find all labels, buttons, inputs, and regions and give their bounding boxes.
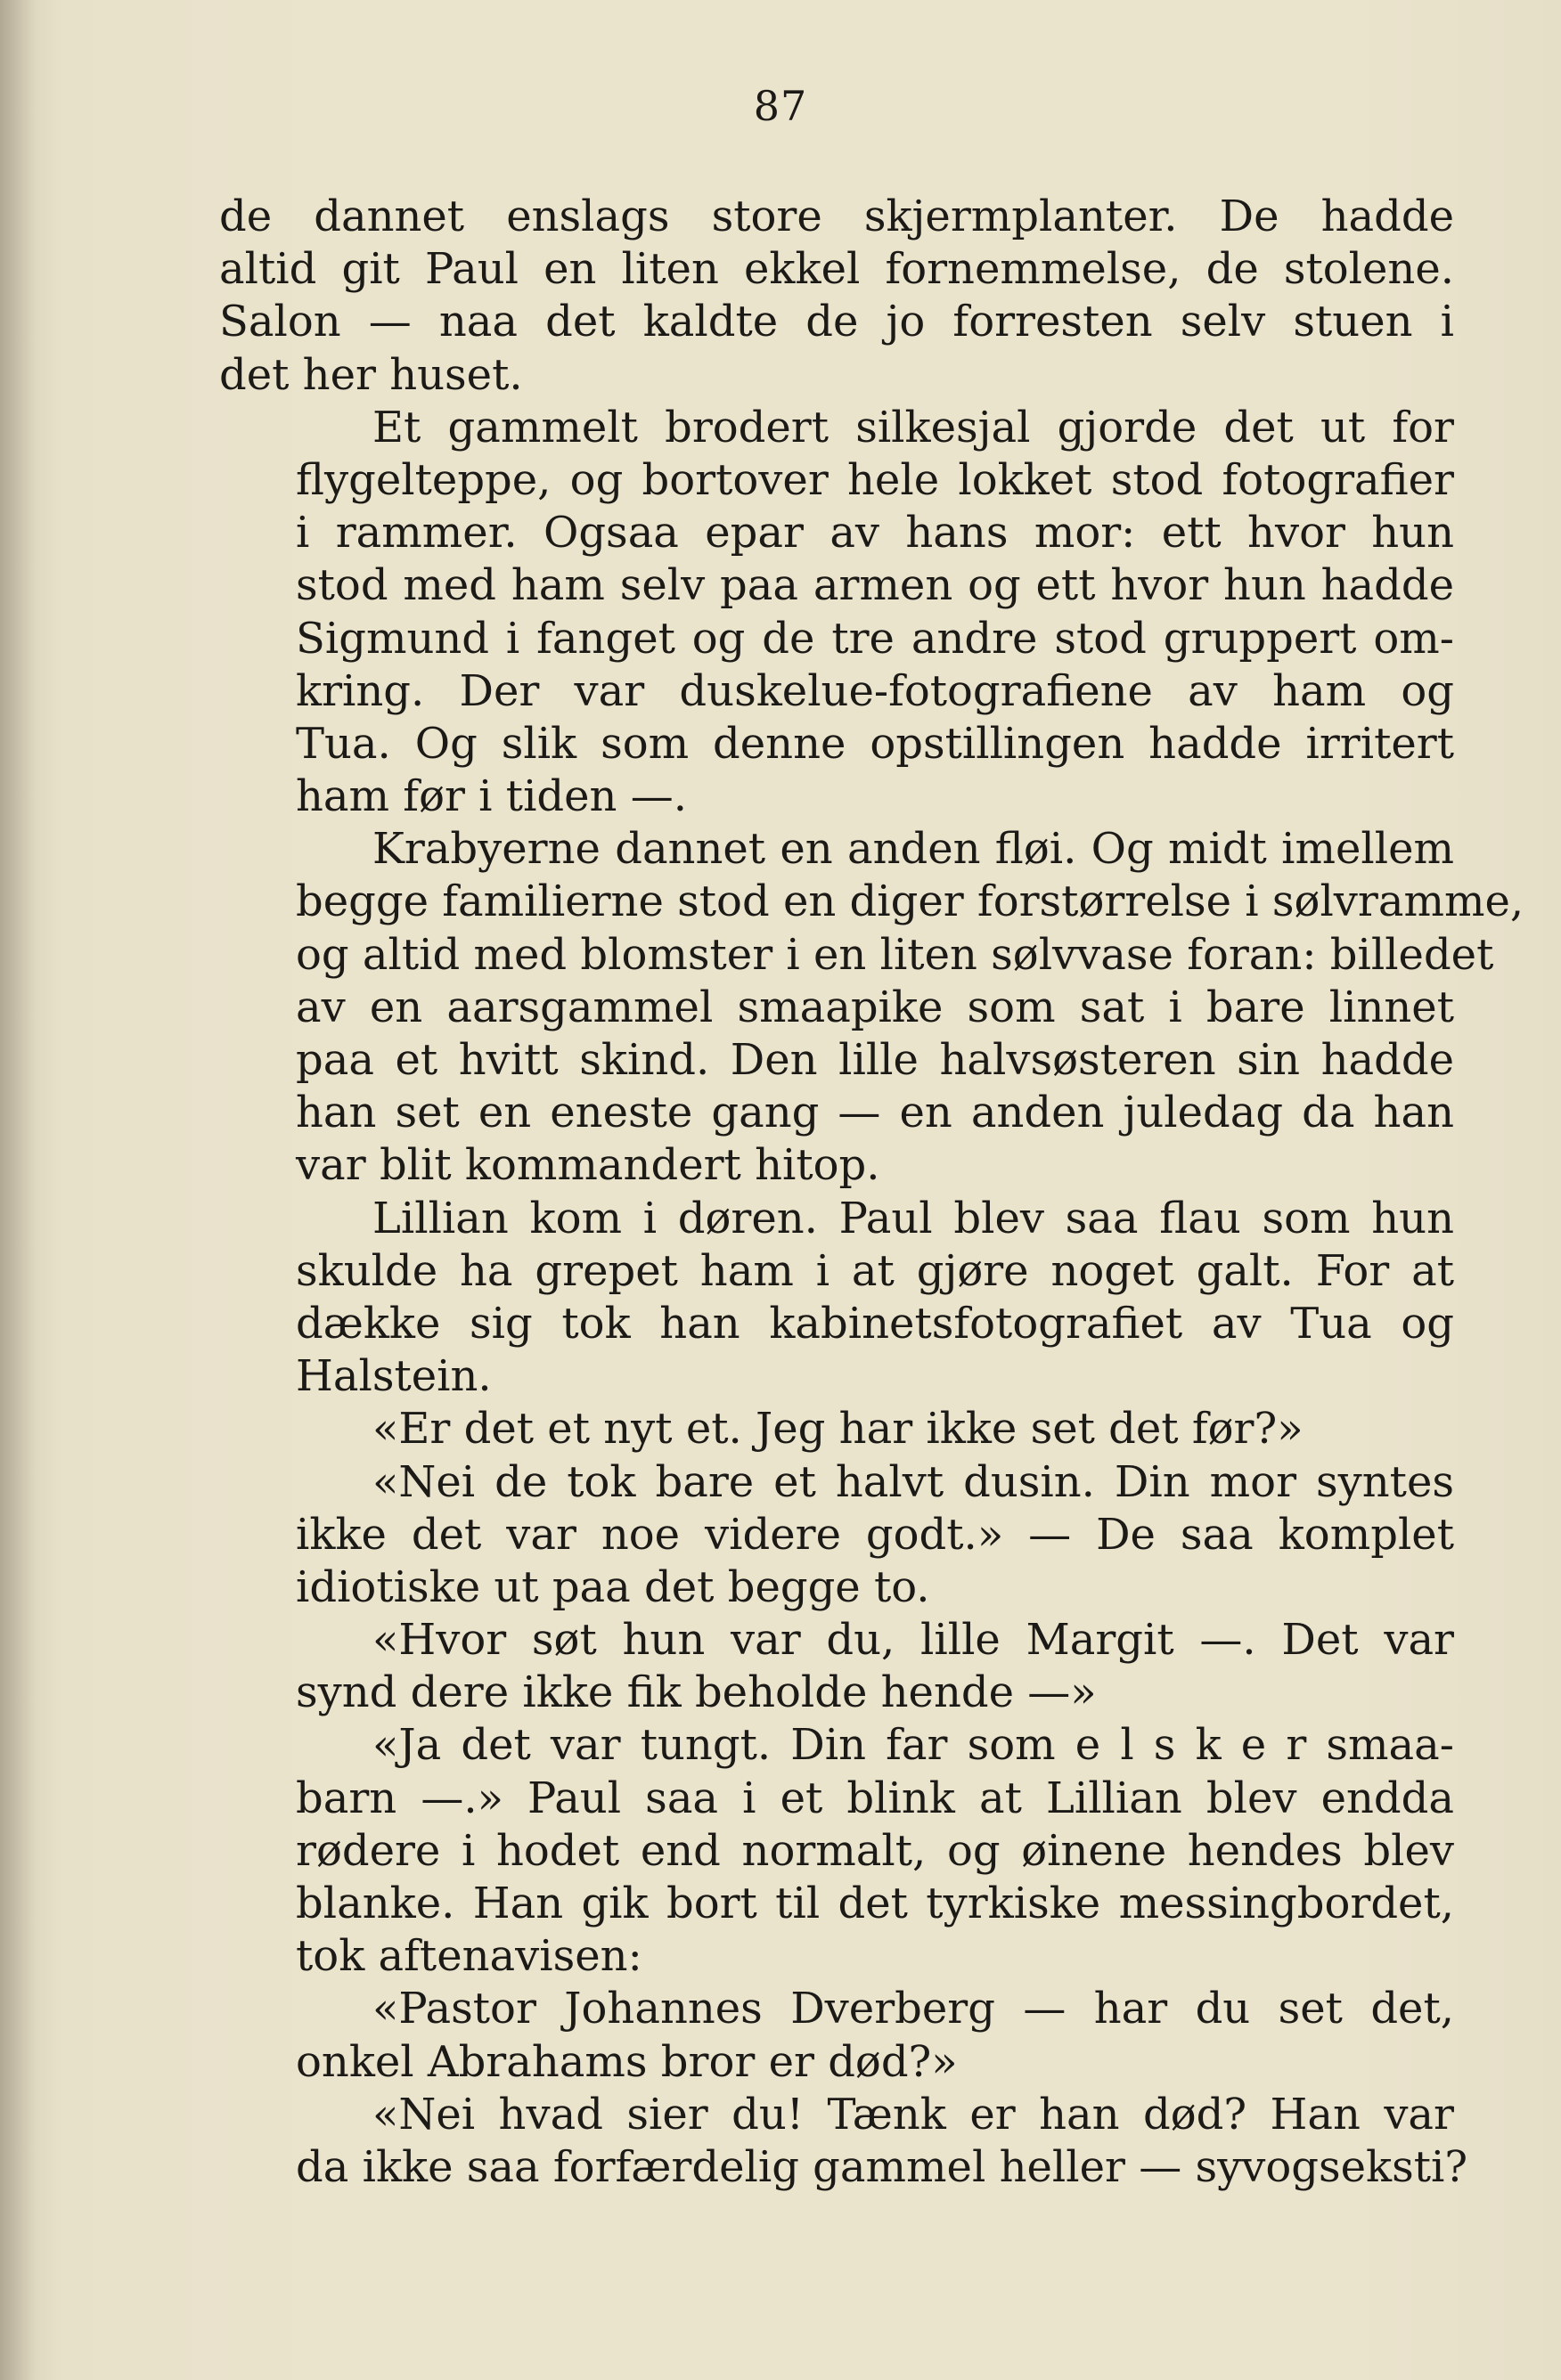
text-line: Halstein. [296, 1351, 492, 1402]
text-line: og altid med blomster i en liten sølvvase foran: billedet [296, 929, 1494, 980]
text-line: kring. Der var duskelue-fotografiene av ham og [296, 665, 1454, 716]
paragraph [219, 1403, 1454, 1455]
text-line: i rammer. Ogsaa epar av hans mor: ett hvor hun [296, 508, 1454, 558]
paragraph [219, 191, 1454, 402]
text-line: flygelteppe, og bortover hele lokket stod fotografier [296, 454, 1454, 505]
text-line: begge familierne stod en diger forstørrelse i sølvramme, [296, 876, 1524, 927]
paragraph [219, 823, 1524, 1192]
text-line: paa et hvitt skind. Den lille halvsøsteren sin hadde [296, 1035, 1454, 1085]
text-line: Salon — naa det kaldte de jo forresten selv stuen i [219, 297, 1454, 347]
text-line: «Pastor Johannes Dverberg — har du set det, [372, 1984, 1454, 2034]
text-line: «Er det et nyt et. Jeg har ikke set det før?» [372, 1404, 1304, 1455]
text-line: «Ja det var tungt. Din far som e l s k e r smaa- [372, 1720, 1454, 1771]
text-line: Krabyerne dannet en anden fløi. Og midt imellem [372, 824, 1454, 875]
text-line: av en aarsgammel smaapike som sat i bare linnet [296, 982, 1454, 1032]
text-line: altid git Paul en liten ekkel fornemmelse, de stolene. [219, 244, 1454, 295]
body-text [219, 191, 1524, 2194]
text-line: barn —.» Paul saa i et blink at Lillian blev endda [296, 1773, 1454, 1823]
text-line: rødere i hodet end normalt, og øinene hendes blev [296, 1825, 1454, 1876]
text-line: idiotiske ut paa det begge to. [296, 1561, 930, 1612]
paragraph [219, 2089, 1468, 2194]
text-line: han set en eneste gang — en anden juledag da han [296, 1088, 1454, 1138]
text-line: Sigmund i fanget og de tre andre stod gruppert om- [296, 613, 1454, 664]
text-line: Lillian kom i døren. Paul blev saa flau som hun [372, 1193, 1454, 1243]
text-line: «Nei de tok bare et halvt dusin. Din mor syntes [372, 1456, 1454, 1507]
text-line: skulde ha grepet ham i at gjøre noget galt. For at [296, 1245, 1454, 1296]
paragraph [219, 402, 1454, 824]
text-line: dække sig tok han kabinetsfotografiet av Tua og [296, 1298, 1454, 1349]
paragraph [219, 1614, 1454, 1719]
text-line: det her huset. [219, 349, 523, 400]
binding-shadow [0, 0, 36, 2380]
text-line: «Hvor søt hun var du, lille Margit —. Det var [372, 1615, 1454, 1666]
paragraph [219, 1456, 1454, 1615]
text-line: da ikke saa forfærdelig gammel heller — syvogseksti? [296, 2141, 1468, 2192]
text-line: synd dere ikke fik beholde hende —» [296, 1667, 1097, 1718]
text-line: tok aftenavisen: [296, 1931, 642, 1982]
text-line: stod med ham selv paa armen og ett hvor hun hadde [296, 560, 1454, 611]
page-number: 87 [753, 82, 808, 130]
text-line: var blit kommandert hitop. [296, 1140, 880, 1191]
text-line: ham før i tiden —. [296, 771, 687, 822]
text-line: blanke. Han gik bort til det tyrkiske messingbordet, [296, 1879, 1454, 1928]
paragraph [219, 1719, 1454, 1983]
paragraph [219, 1983, 1454, 2088]
text-line: onkel Abrahams bror er død?» [296, 2036, 958, 2087]
text-line: ikke det var noe videre godt.» — De saa komplet [296, 1509, 1454, 1560]
text-line: de dannet enslags store skjermplanter. De hadde [219, 192, 1454, 241]
paragraph [219, 1193, 1454, 1404]
text-line: Et gammelt brodert silkesjal gjorde det ut for [372, 402, 1454, 452]
text-line: Tua. Og slik som denne opstillingen hadde irritert [296, 718, 1454, 769]
text-line: «Nei hvad sier du! Tænk er han død? Han var [372, 2089, 1454, 2140]
